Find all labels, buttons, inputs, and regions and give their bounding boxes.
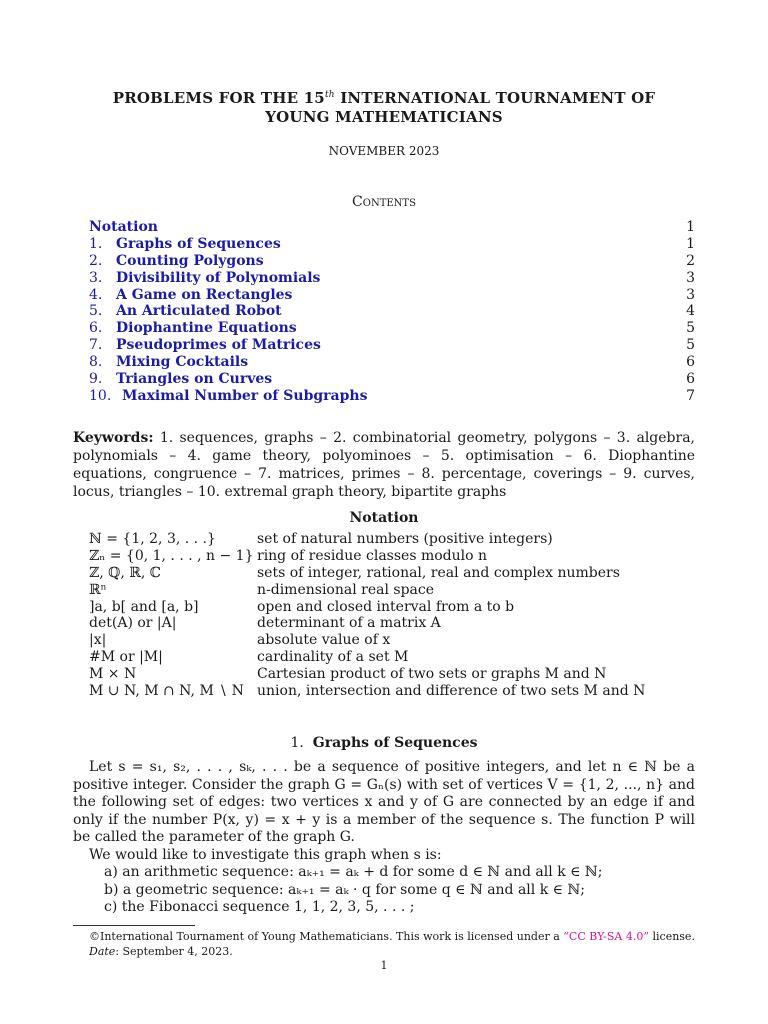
toc-entry-title[interactable]: Divisibility of Polynomials <box>116 269 321 286</box>
toc-entry-title[interactable]: Maximal Number of Subgraphs <box>122 387 368 404</box>
notation-row <box>89 582 709 599</box>
notation-symbol: |x| <box>89 632 107 649</box>
footnote-license-suffix: license. <box>649 930 695 943</box>
notation-description: determinant of a matrix A <box>257 615 441 632</box>
section-number: 1. <box>290 735 304 751</box>
list-item: c) the Fibonacci sequence 1, 1, 2, 3, 5, . . . ; <box>104 899 415 916</box>
title-prefix: PROBLEMS FOR THE 15 <box>112 89 325 107</box>
list-item: b) a geometric sequence: aₖ₊₁ = aₖ · q for some q ∈ ℕ and all k ∈ ℕ; <box>104 881 585 898</box>
notation-row <box>89 599 709 616</box>
page-number: 1 <box>380 959 388 972</box>
title-superscript: th <box>324 90 335 100</box>
toc-entry-title[interactable]: Diophantine Equations <box>116 320 297 337</box>
title-suffix: INTERNATIONAL TOURNAMENT OF <box>334 89 656 107</box>
notation-description: n-dimensional real space <box>257 581 435 598</box>
toc-entry-title[interactable]: Counting Polygons <box>116 252 264 269</box>
toc-entry-number: 8. <box>89 354 103 371</box>
notation-symbol: ℝⁿ <box>89 581 107 598</box>
notation-description: sets of integer, rational, real and complex numbers <box>257 564 620 581</box>
notation-symbol: ]a, b[ and [a, b] <box>89 598 199 615</box>
section-1-paragraph-2: We would like to investigate this graph when s is: <box>89 846 442 863</box>
toc-entry-title[interactable]: Graphs of Sequences <box>116 235 281 252</box>
license-link[interactable]: “CC BY-SA 4.0” <box>563 930 649 943</box>
notation-symbol: M × N <box>89 666 137 683</box>
notation-description: cardinality of a set M <box>257 649 409 666</box>
notation-heading: Notation <box>349 510 419 526</box>
toc-entry-10[interactable] <box>89 388 695 405</box>
toc-entry-number: 4. <box>89 286 103 303</box>
notation-symbol: ℕ = {1, 2, 3, . . .} <box>89 531 216 547</box>
toc-entry-number: 3. <box>89 269 103 286</box>
toc-entry-5[interactable] <box>89 303 695 320</box>
notation-symbol: ℤₙ = {0, 1, . . . , n − 1} <box>89 547 254 564</box>
toc-entry-9[interactable] <box>89 371 695 388</box>
notation-description: set of natural numbers (positive integers) <box>257 531 553 547</box>
notation-symbol: ℤ, ℚ, ℝ, ℂ <box>89 564 161 581</box>
notation-description: absolute value of x <box>257 632 391 649</box>
section-1-heading <box>0 735 768 751</box>
keywords-paragraph <box>73 429 695 501</box>
toc-entry-number: 7. <box>89 337 103 354</box>
toc-entry-page: 7 <box>686 387 695 404</box>
document-date: NOVEMBER 2023 <box>328 144 440 158</box>
notation-description: Cartesian product of two sets or graphs M and N <box>257 666 607 683</box>
footnote-rule <box>73 925 195 926</box>
notation-row <box>89 548 709 565</box>
footnote-date-label: Date <box>89 945 116 958</box>
toc-entry-page: 5 <box>686 337 695 354</box>
notation-row <box>89 666 709 683</box>
toc-entry-title[interactable]: An Articulated Robot <box>116 303 282 320</box>
section-title: Graphs of Sequences <box>312 735 478 751</box>
notation-description: open and closed interval from a to b <box>257 598 515 615</box>
toc-entry-number: 1. <box>89 235 103 252</box>
notation-row <box>89 615 709 632</box>
notation-table <box>89 531 709 700</box>
toc-entry-page: 2 <box>686 252 695 269</box>
notation-row <box>89 531 709 548</box>
toc-entry-notation[interactable] <box>89 219 695 236</box>
footnote-date-value: : September 4, 2023. <box>115 945 233 958</box>
notation-description: ring of residue classes modulo n <box>257 547 488 564</box>
notation-description: union, intersection and difference of two sets M and N <box>257 683 646 700</box>
notation-row <box>89 565 709 582</box>
toc-entry-page: 3 <box>686 269 695 286</box>
list-item: a) an arithmetic sequence: aₖ₊₁ = aₖ + d for some d ∈ ℕ and all k ∈ ℕ; <box>104 864 603 880</box>
toc-entry-number: 5. <box>89 303 103 320</box>
toc-entry-7[interactable] <box>89 337 695 354</box>
toc-entry-page: 1 <box>686 235 695 252</box>
notation-row <box>89 683 709 700</box>
toc-entry-2[interactable] <box>89 253 695 270</box>
toc-entry-number: 10. <box>89 387 112 404</box>
toc-entry-title[interactable]: Triangles on Curves <box>116 371 273 388</box>
toc-entry-number: 9. <box>89 371 103 388</box>
toc-entry-page: 3 <box>686 286 695 303</box>
toc-entry-page: 5 <box>686 320 695 337</box>
toc-entry-page: 1 <box>686 219 695 235</box>
section-1-list <box>104 864 704 917</box>
toc-entry-number: 2. <box>89 252 103 269</box>
keywords-label: Keywords: <box>73 430 154 446</box>
toc-entry-3[interactable] <box>89 270 695 287</box>
notation-symbol: #M or |M| <box>89 649 163 666</box>
toc-entry-6[interactable] <box>89 320 695 337</box>
notation-row <box>89 632 709 649</box>
toc-entry-title[interactable]: Mixing Cocktails <box>116 354 249 371</box>
toc-entry-number: 6. <box>89 320 103 337</box>
toc-entry-title[interactable]: Notation <box>89 219 158 235</box>
section-1-body <box>73 759 695 865</box>
contents-heading: Contents <box>352 194 416 210</box>
toc-entry-4[interactable] <box>89 287 695 304</box>
toc-entry-page: 6 <box>686 371 695 388</box>
toc-entry-1[interactable] <box>89 236 695 253</box>
notation-row <box>89 649 709 666</box>
footnote <box>89 929 709 959</box>
notation-symbol: M ∪ N, M ∩ N, M ∖ N <box>89 683 244 700</box>
toc-entry-8[interactable] <box>89 354 695 371</box>
section-1-paragraph-1: Let s = s₁, s₂, . . . , sₖ, . . . be a sequence of positive integers, and let n ∈ ℕ be a positive integer. Consider the graph G = Gₙ(s) with set of vertices V = {1, 2, ..., n} and the following set of edges: two vertices x and y of G are connected by an edge if and only if the number P(x, y) = x + y is a member of the sequence s. The function P will be called the parameter of the graph G. <box>73 759 695 846</box>
toc-entry-page: 4 <box>686 303 695 320</box>
title-line-2: YOUNG MATHEMATICIANS <box>265 108 503 126</box>
footnote-copyright: ©International Tournament of Young Mathematicians. This work is licensed under a <box>89 930 564 943</box>
keywords-text: 1. sequences, graphs – 2. combinatorial geometry, polygons – 3. algebra, polynomials – 4. game theory, polyominoes – 5. optimisation – 6. Diophantine equations, congruence – 7. matrices, primes – 8. percentage, coverings – 9. curves, locus, triangles – 10. extremal graph theory, bipartite graphs <box>73 430 695 500</box>
table-of-contents <box>89 219 695 405</box>
toc-entry-title[interactable]: Pseudoprimes of Matrices <box>116 337 321 354</box>
toc-entry-title[interactable]: A Game on Rectangles <box>116 286 293 303</box>
toc-entry-page: 6 <box>686 354 695 371</box>
document-title <box>0 86 768 127</box>
notation-symbol: det(A) or |A| <box>89 615 177 632</box>
